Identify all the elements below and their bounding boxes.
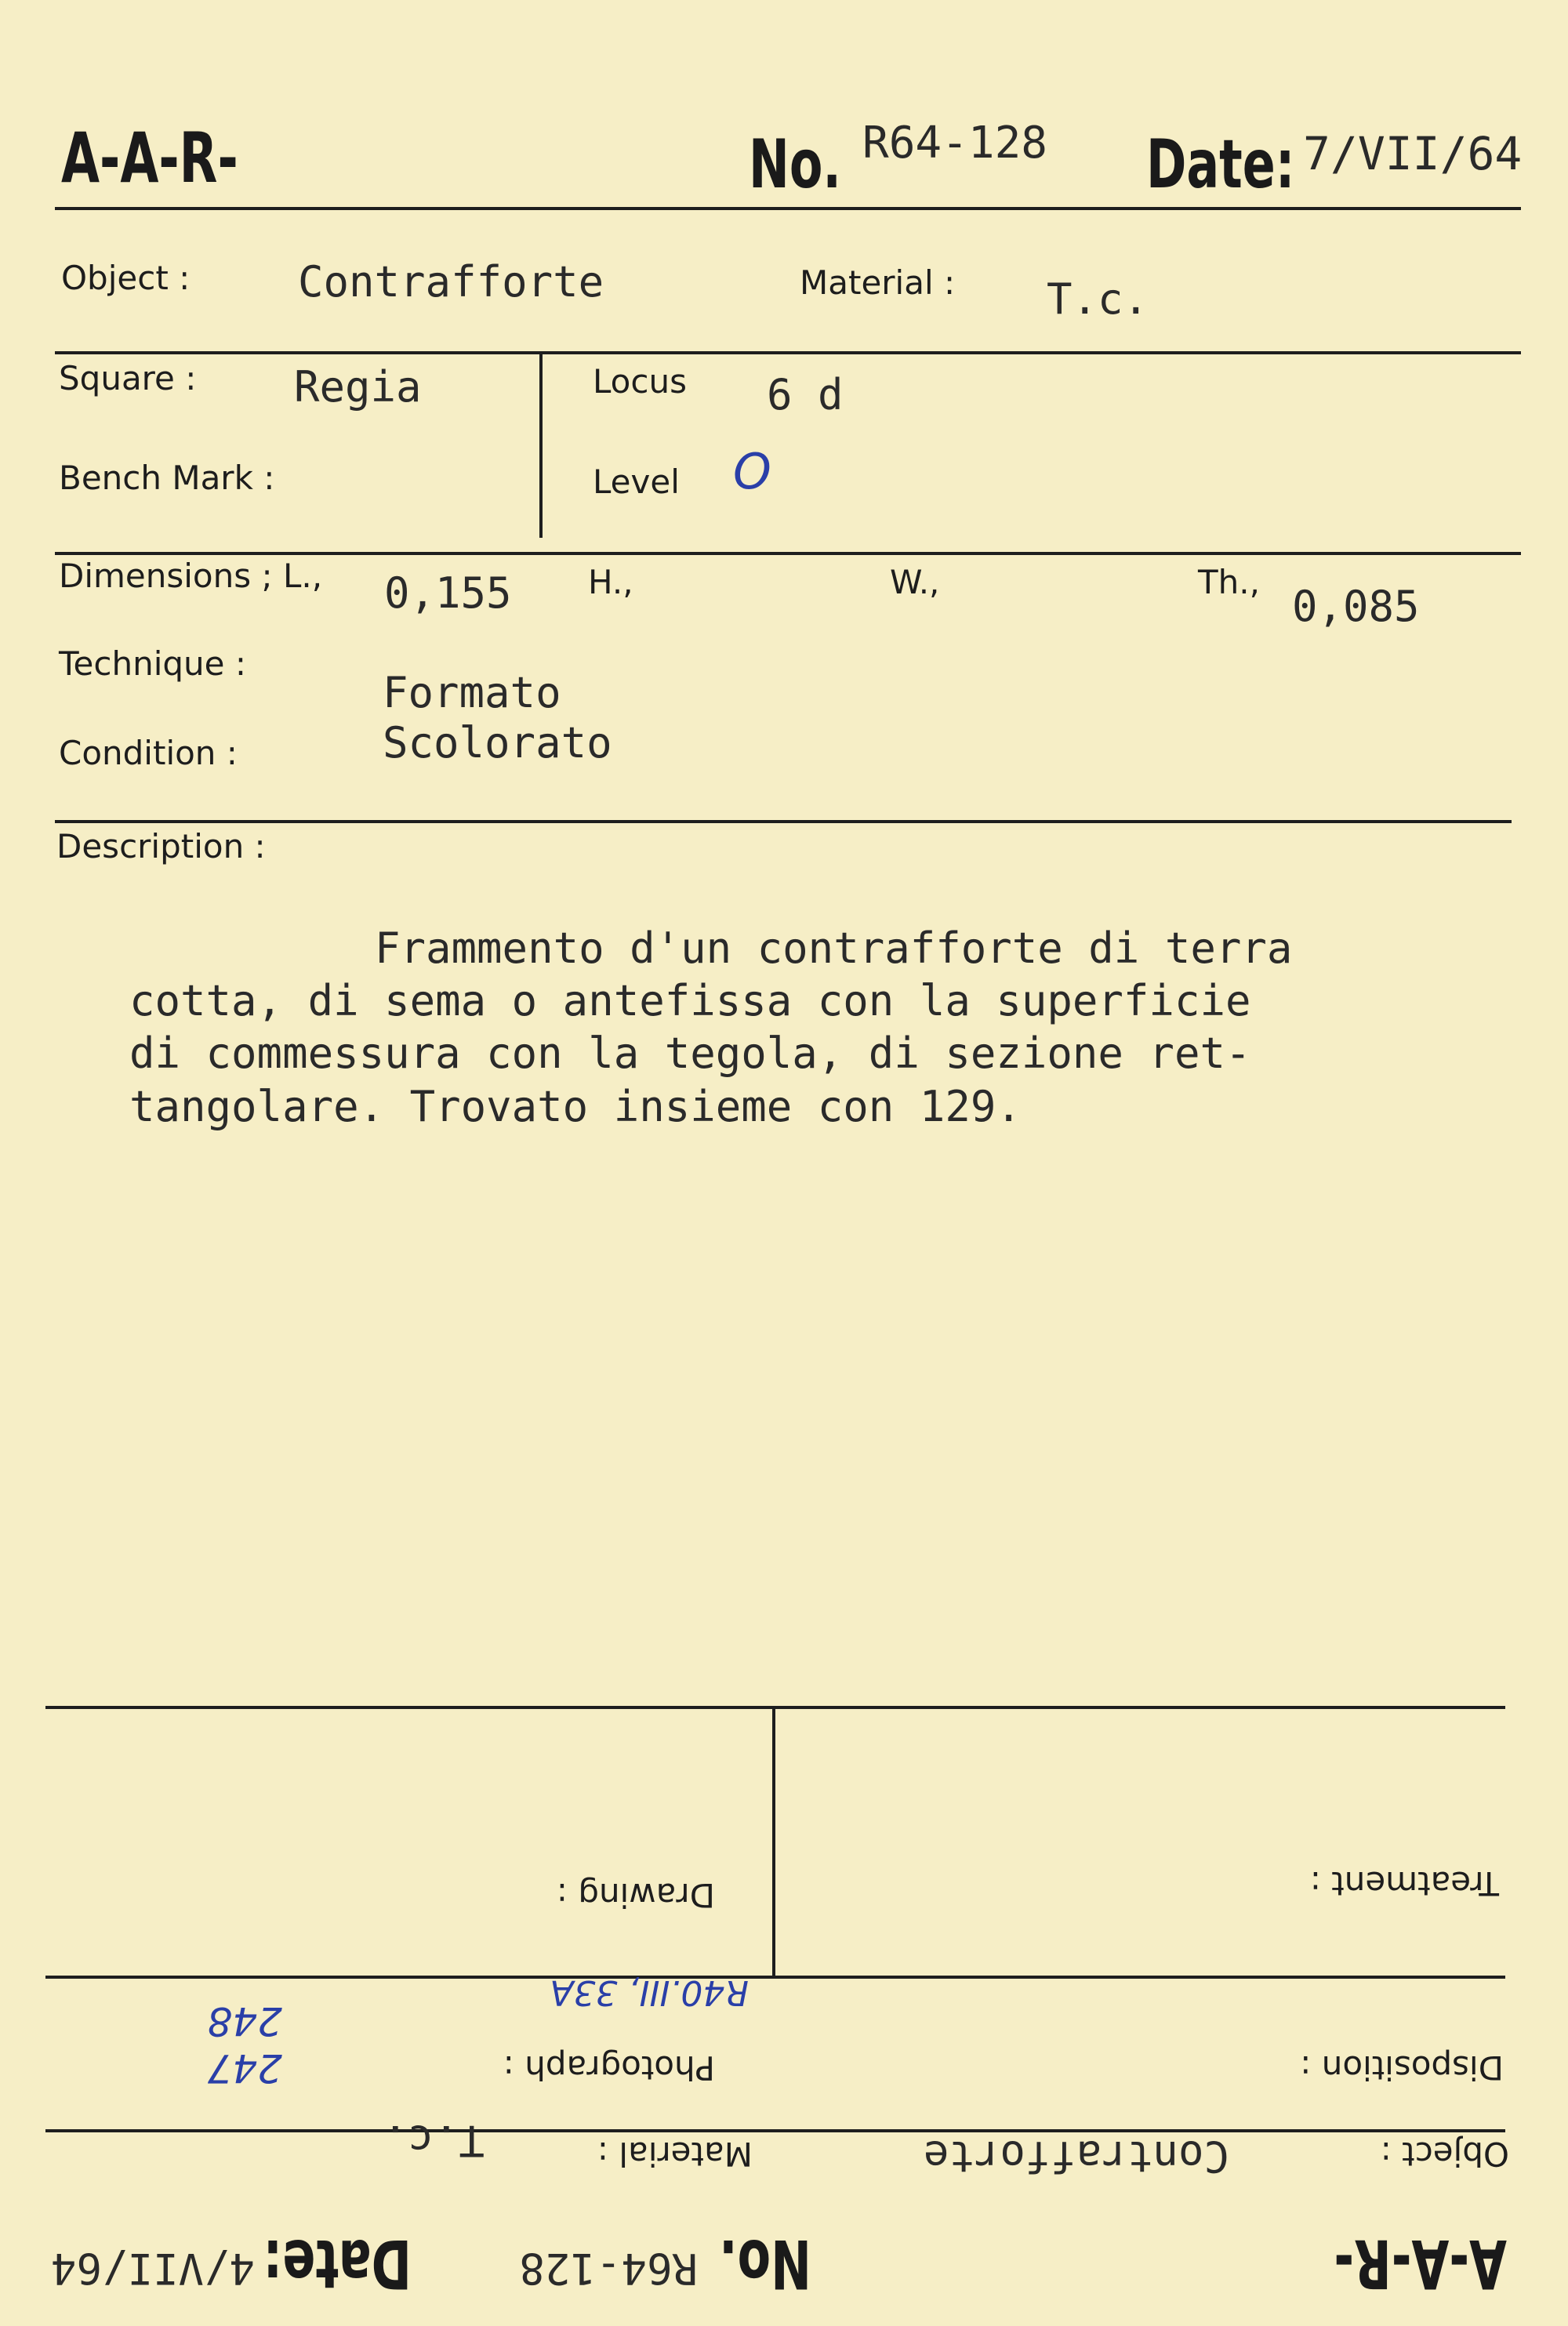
material-value: T.c. <box>1047 274 1149 324</box>
footer-date-label: Date: <box>263 2224 412 2302</box>
locus-label: Locus <box>593 362 687 401</box>
object-rule <box>55 351 1521 354</box>
bench-mark-label: Bench Mark : <box>59 459 275 497</box>
length-value: 0,155 <box>384 568 512 618</box>
footer-site-code: A-A-R- <box>1334 2224 1507 2302</box>
condition-value: Scolorato <box>383 718 612 767</box>
level-value: O <box>733 443 771 500</box>
width-label: W., <box>890 563 940 601</box>
condition-rule <box>55 820 1512 823</box>
thickness-value: 0,085 <box>1292 582 1420 631</box>
technique-label: Technique : <box>59 644 246 683</box>
thickness-label: Th., <box>1198 563 1260 601</box>
date-label: Date: <box>1146 125 1295 204</box>
dimensions-label: Dimensions ; L., <box>59 557 323 595</box>
condition-label: Condition : <box>59 734 238 772</box>
date-value: 7/VII/64 <box>1303 127 1523 180</box>
footer-date-value: 4/VII/64 <box>50 2244 255 2293</box>
footer-object-value: Contrafforte <box>923 2132 1229 2181</box>
square-rule <box>55 552 1521 555</box>
photograph-label: Photograph : <box>503 2048 715 2087</box>
photo-number-2: 248 <box>207 1998 282 2044</box>
material-label: Material : <box>800 263 956 302</box>
treatment-label: Treatment : <box>1309 1864 1499 1903</box>
technique-value: Formato <box>383 668 561 717</box>
number-label: No. <box>749 125 841 204</box>
footer-material-value: T.c. <box>382 2116 485 2165</box>
drawing-label: Drawing : <box>556 1876 715 1914</box>
site-code: A-A-R- <box>61 118 238 198</box>
footer-number-label: No. <box>719 2224 811 2302</box>
square-divider <box>539 353 543 538</box>
description-line: di commessura con la tegola, di sezione ret- <box>129 1029 1251 1078</box>
description-line: cotta, di sema o antefissa con la superficie <box>129 976 1251 1025</box>
object-label: Object : <box>61 259 191 297</box>
description-label: Description : <box>56 827 266 865</box>
square-label: Square : <box>59 359 197 397</box>
photo-reference: R40.III, 33A <box>550 1972 749 2012</box>
footer-material-label: Material : <box>597 2135 753 2173</box>
photo-number-1: 247 <box>207 2045 282 2091</box>
footer-number-value: R64-128 <box>519 2244 698 2293</box>
locus-value: 6 d <box>767 370 844 419</box>
square-value: Regia <box>294 362 422 412</box>
level-label: Level <box>593 463 680 501</box>
height-label: H., <box>588 563 633 601</box>
description-line: Frammento d'un contrafforte di terra <box>375 924 1293 973</box>
header-rule <box>55 207 1521 210</box>
footer-object-label: Object : <box>1380 2135 1509 2173</box>
disposition-label: Disposition : <box>1300 2048 1504 2087</box>
object-value: Contrafforte <box>298 257 604 307</box>
inverted-footer <box>0 1701 1568 2326</box>
description-line: tangolare. Trovato insieme con 129. <box>129 1082 1022 1131</box>
number-value: R64-128 <box>862 118 1048 169</box>
